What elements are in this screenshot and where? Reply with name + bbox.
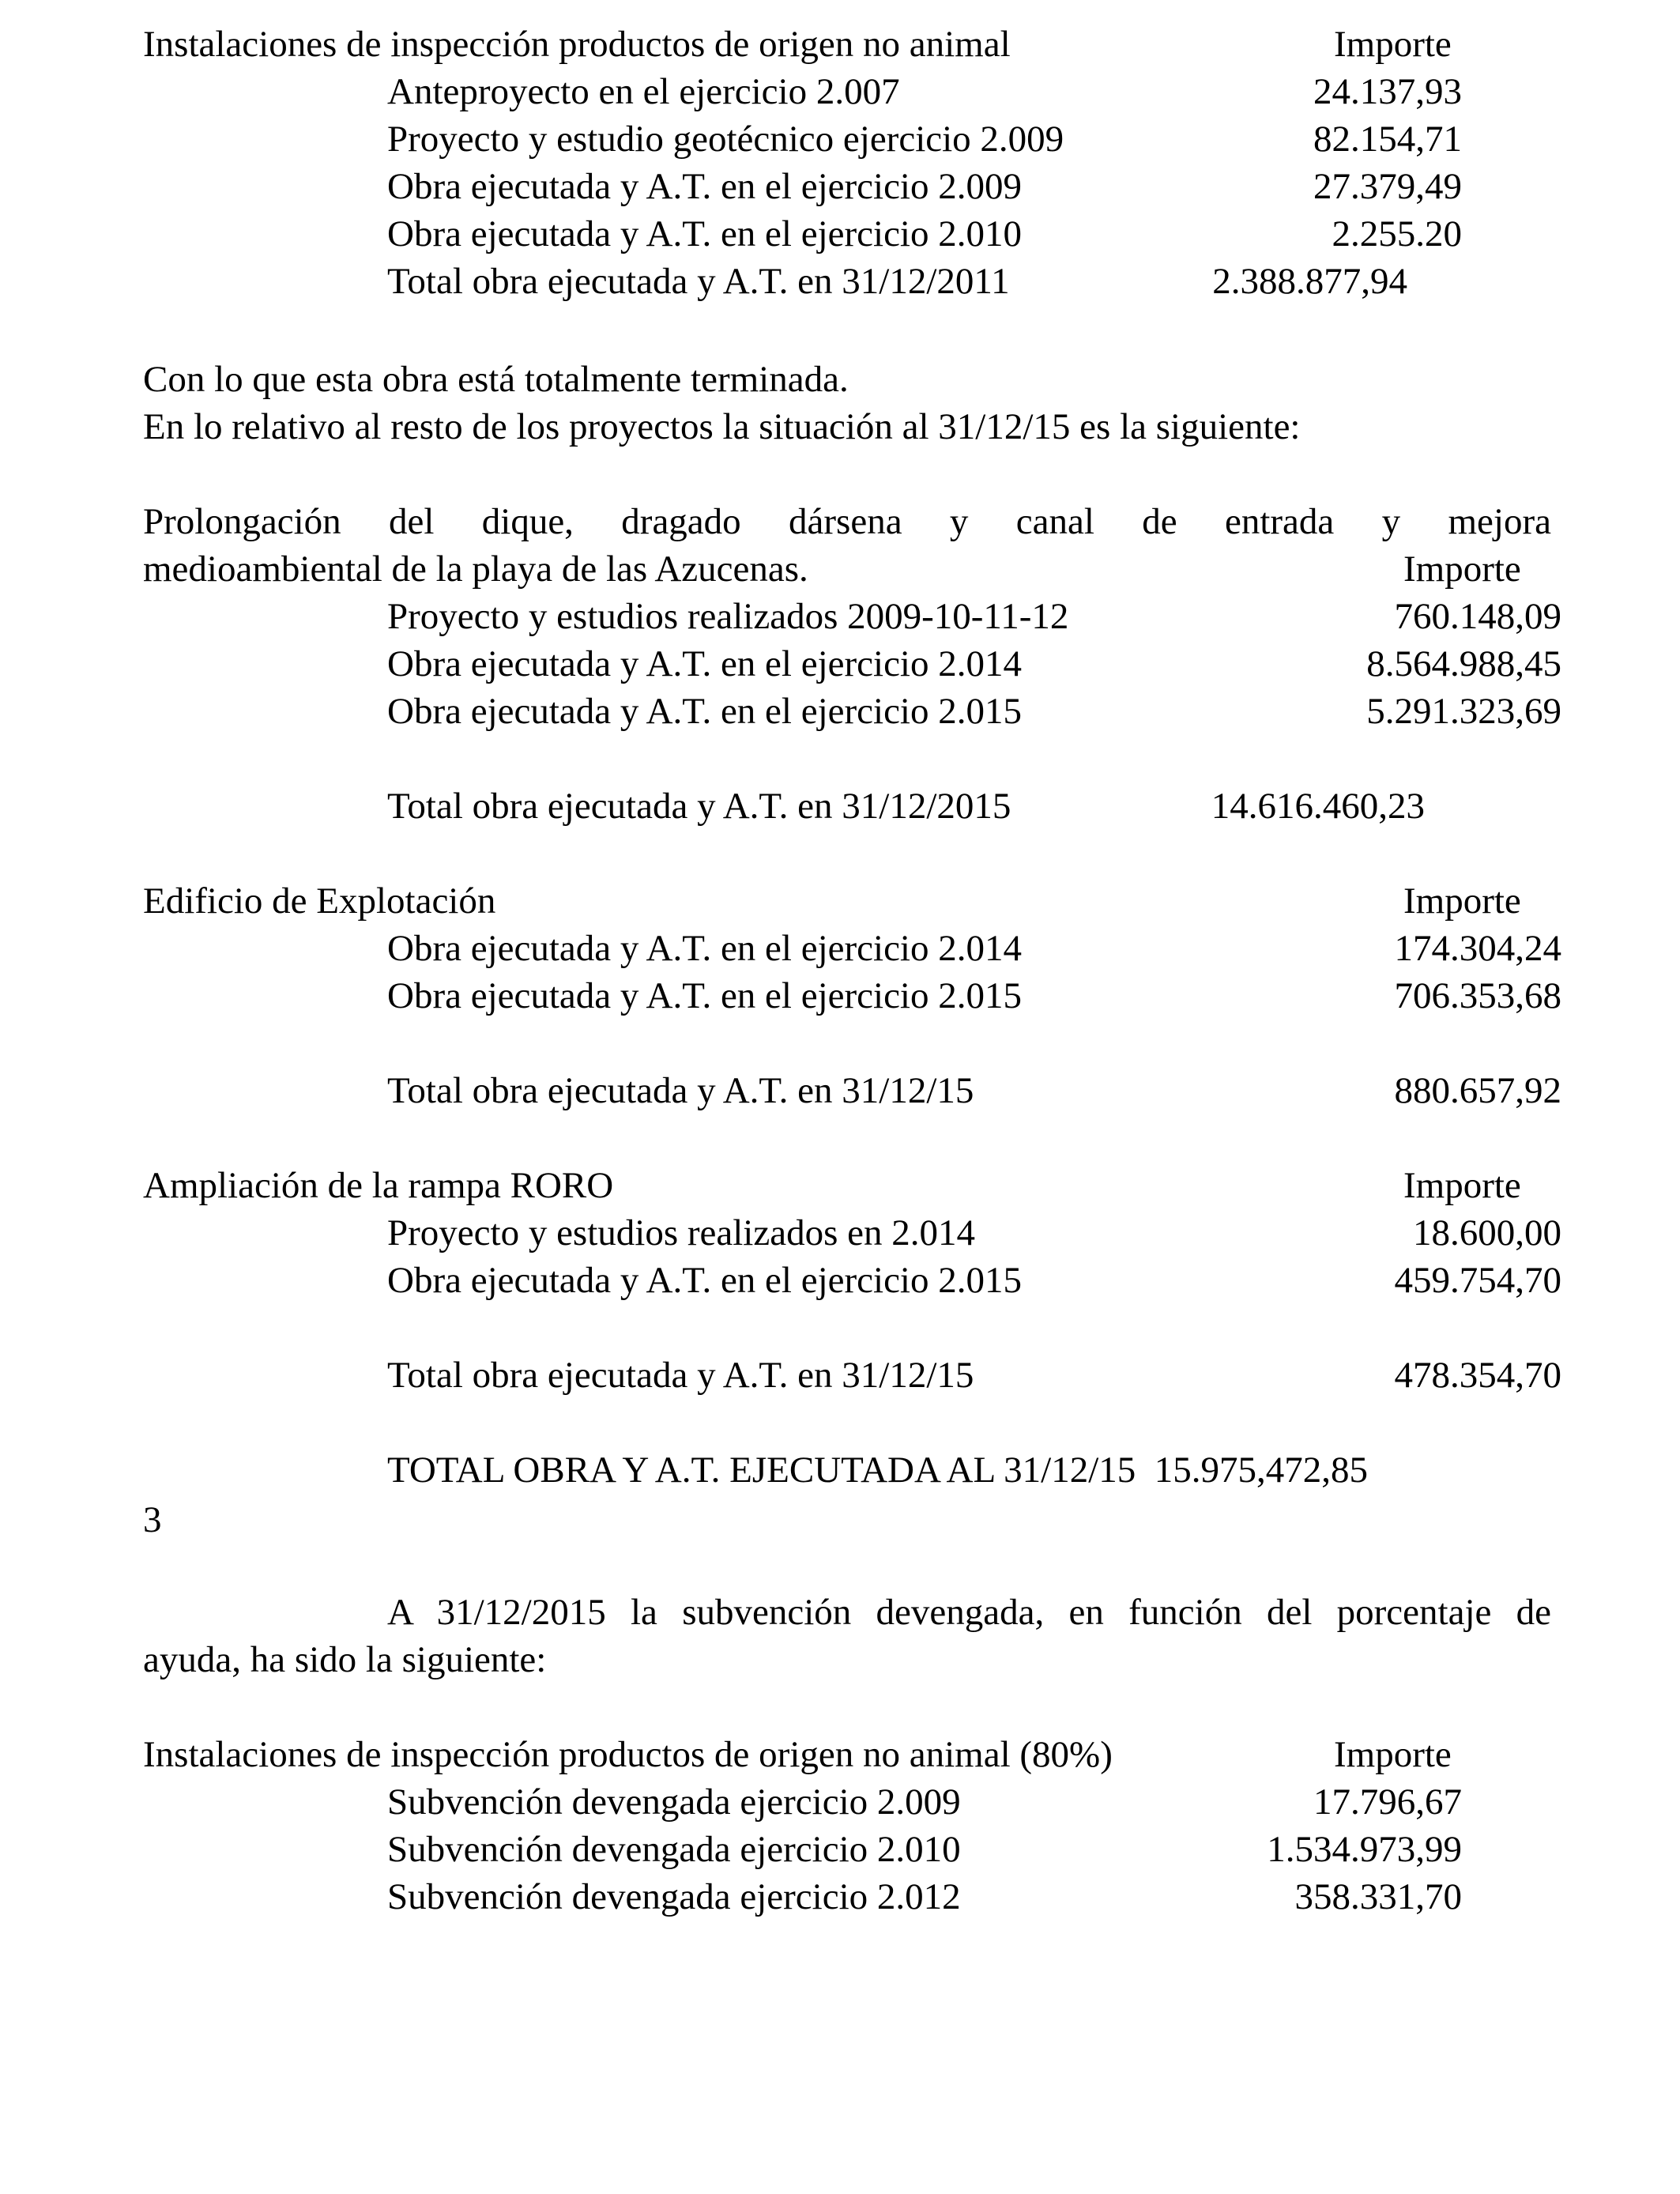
total-amount: 880.657,92: [1394, 1070, 1561, 1111]
section-title-rampa: Ampliación de la rampa RORO: [143, 1165, 614, 1206]
importe-header: Importe: [1403, 1165, 1521, 1206]
row-amount: 24.137,93: [1313, 71, 1462, 112]
row-amount: 18.600,00: [1413, 1212, 1561, 1253]
section-title-subvencion: Instalaciones de inspección productos de origen no animal (80%): [143, 1734, 1113, 1775]
row-label: Subvención devengada ejercicio 2.012: [387, 1876, 961, 1917]
row-amount: 8.564.988,45: [1366, 643, 1561, 684]
total-amount: 2.388.877,94: [1212, 261, 1407, 302]
row-amount: 1.534.973,99: [1267, 1829, 1462, 1870]
row-label: Obra ejecutada y A.T. en el ejercicio 2.015: [387, 1260, 1022, 1301]
paragraph-situacion: En lo relativo al resto de los proyectos la situación al 31/12/15 es la siguiente:: [143, 406, 1301, 447]
total-amount: 14.616.460,23: [1211, 786, 1425, 827]
row-label: Proyecto y estudio geotécnico ejercicio 2.009: [387, 119, 1064, 160]
page-number: 3: [143, 1499, 162, 1540]
row-amount: 27.379,49: [1313, 166, 1462, 207]
section-title-edificio: Edificio de Explotación: [143, 880, 496, 922]
row-label: Obra ejecutada y A.T. en el ejercicio 2.015: [387, 975, 1022, 1016]
paragraph-subvencion-cont: ayuda, ha sido la siguiente:: [143, 1639, 547, 1680]
row-label: Obra ejecutada y A.T. en el ejercicio 2.014: [387, 928, 1022, 969]
row-label: Subvención devengada ejercicio 2.010: [387, 1829, 961, 1870]
total-label: Total obra ejecutada y A.T. en 31/12/15: [387, 1070, 974, 1111]
section-title-inspeccion: Instalaciones de inspección productos de origen no animal: [143, 24, 1011, 65]
importe-header: Importe: [1334, 24, 1452, 65]
importe-header: Importe: [1403, 548, 1521, 590]
row-label: Proyecto y estudios realizados en 2.014: [387, 1212, 975, 1253]
importe-header: Importe: [1403, 880, 1521, 922]
paragraph-subvencion: A 31/12/2015 la subvención devengada, en función del porcentaje de: [387, 1592, 1551, 1633]
paragraph-terminada: Con lo que esta obra está totalmente terminada.: [143, 359, 849, 400]
row-label: Proyecto y estudios realizados 2009-10-11-12: [387, 596, 1069, 637]
row-label: Obra ejecutada y A.T. en el ejercicio 2.014: [387, 643, 1022, 684]
total-label: Total obra ejecutada y A.T. en 31/12/2015: [387, 786, 1011, 827]
row-amount: 5.291.323,69: [1366, 691, 1561, 732]
row-amount: 17.796,67: [1313, 1781, 1462, 1823]
row-label: Obra ejecutada y A.T. en el ejercicio 2.010: [387, 213, 1022, 254]
row-amount: 174.304,24: [1394, 928, 1561, 969]
row-label: Obra ejecutada y A.T. en el ejercicio 2.015: [387, 691, 1022, 732]
total-label: Total obra ejecutada y A.T. en 31/12/15: [387, 1355, 974, 1396]
row-label: Anteproyecto en el ejercicio 2.007: [387, 71, 900, 112]
total-amount: 478.354,70: [1394, 1355, 1561, 1396]
total-label: Total obra ejecutada y A.T. en 31/12/2011: [387, 261, 1010, 302]
importe-header: Importe: [1334, 1734, 1452, 1775]
grand-total: TOTAL OBRA Y A.T. EJECUTADA AL 31/12/15 15.975,472,85: [387, 1449, 1369, 1491]
section-title-prolongacion-cont: medioambiental de la playa de las Azucenas.: [143, 548, 808, 590]
row-amount: 760.148,09: [1394, 596, 1561, 637]
row-amount: 358.331,70: [1294, 1876, 1462, 1917]
section-title-prolongacion: Prolongación del dique, dragado dársena y canal de entrada y mejora: [143, 501, 1551, 542]
row-amount: 459.754,70: [1394, 1260, 1561, 1301]
row-label: Obra ejecutada y A.T. en el ejercicio 2.009: [387, 166, 1022, 207]
row-amount: 82.154,71: [1313, 119, 1462, 160]
row-amount: 2.255.20: [1332, 213, 1462, 254]
row-label: Subvención devengada ejercicio 2.009: [387, 1781, 961, 1823]
row-amount: 706.353,68: [1394, 975, 1561, 1016]
